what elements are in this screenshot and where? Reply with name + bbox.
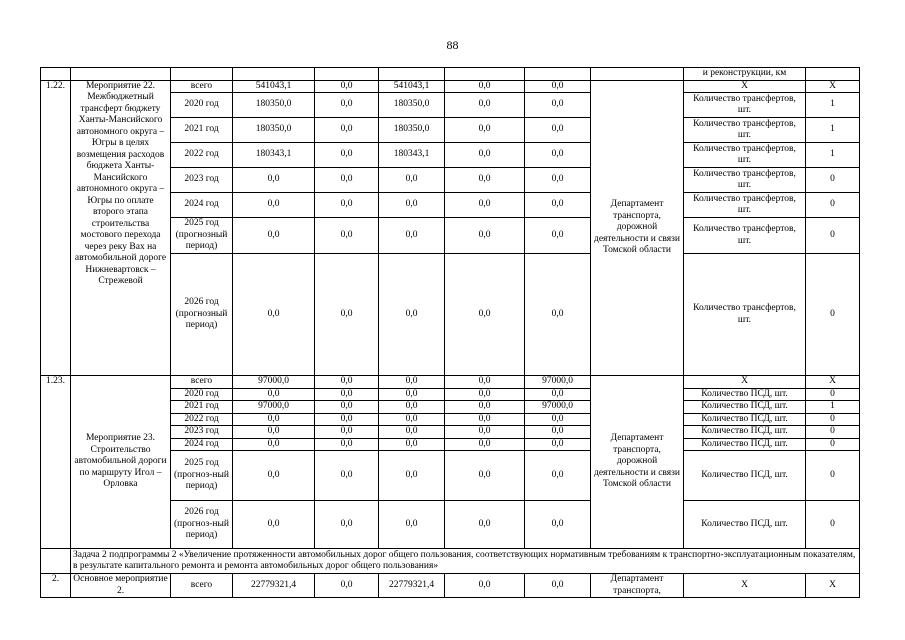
amount-cell: 0,0: [233, 426, 315, 439]
indicator-cell: Количество ПСД, шт.: [684, 388, 806, 401]
amount-cell: 0,0: [233, 168, 315, 193]
value-cell: 0: [806, 438, 860, 451]
amount-cell: 180343,1: [379, 143, 445, 168]
amount-cell: 0,0: [525, 93, 591, 118]
amount-cell: 0,0: [315, 401, 379, 414]
amount-cell: 0,0: [445, 376, 525, 389]
amount-cell: 0,0: [379, 218, 445, 254]
empty-cell: [806, 68, 860, 81]
indicator-cell: Количество трансфертов, шт.: [684, 168, 806, 193]
value-cell: 0: [806, 193, 860, 218]
year-cell: 2026 год (прогноз-ный период): [171, 501, 233, 549]
value-cell: Х: [806, 574, 860, 598]
amount-cell: 0,0: [445, 401, 525, 414]
year-cell: всего: [171, 80, 233, 93]
empty-cell: [41, 68, 71, 81]
amount-cell: 0,0: [379, 193, 445, 218]
amount-cell: 0,0: [525, 451, 591, 501]
amount-cell: 0,0: [445, 218, 525, 254]
indicator-cell: Количество ПСД, шт.: [684, 451, 806, 501]
amount-cell: 0,0: [315, 143, 379, 168]
amount-cell: 0,0: [233, 501, 315, 549]
indicator-cell: Количество трансфертов, шт.: [684, 218, 806, 254]
indicator-cell: Количество трансфертов, шт.: [684, 193, 806, 218]
value-cell: 1: [806, 401, 860, 414]
table-row: [41, 574, 860, 598]
value-cell: 0: [806, 426, 860, 439]
amount-cell: 0,0: [525, 388, 591, 401]
amount-cell: 0,0: [379, 168, 445, 193]
amount-cell: 0,0: [379, 451, 445, 501]
amount-cell: 0,0: [525, 80, 591, 93]
amount-cell: 180343,1: [233, 143, 315, 168]
amount-cell: 0,0: [315, 218, 379, 254]
value-cell: 0: [806, 218, 860, 254]
value-cell: Х: [806, 376, 860, 389]
empty-cell: [445, 68, 525, 81]
empty-cell: [315, 68, 379, 81]
year-cell: 2022 год: [171, 413, 233, 426]
amount-cell: 97000,0: [233, 376, 315, 389]
amount-cell: 0,0: [525, 168, 591, 193]
amount-cell: 0,0: [233, 218, 315, 254]
year-cell: всего: [171, 574, 233, 598]
year-cell: 2023 год: [171, 168, 233, 193]
amount-cell: 0,0: [525, 413, 591, 426]
amount-cell: 0,0: [315, 388, 379, 401]
amount-cell: 0,0: [445, 118, 525, 143]
year-cell: 2021 год: [171, 118, 233, 143]
amount-cell: 0,0: [315, 451, 379, 501]
empty-cell: [525, 68, 591, 81]
amount-cell: 22779321,4: [233, 574, 315, 598]
task-heading: Задача 2 подпрограммы 2 «Увеличение протяженности автомобильных дорог общего пользования, соответствующих нормативным требованиям к транспортно-эксплуатационным показателям, в результате капитального ремонта и ремонта автомобильных дорог общего пользования»: [71, 549, 860, 574]
amount-cell: 0,0: [315, 501, 379, 549]
measure-name: Основное мероприятие 2.: [71, 574, 171, 598]
amount-cell: 0,0: [315, 376, 379, 389]
indicator-cell: Х: [684, 80, 806, 93]
value-cell: 0: [806, 388, 860, 401]
value-cell: 1: [806, 118, 860, 143]
amount-cell: 180350,0: [233, 93, 315, 118]
amount-cell: 180350,0: [233, 118, 315, 143]
amount-cell: 0,0: [445, 193, 525, 218]
value-cell: 1: [806, 143, 860, 168]
measure-name: Мероприятие 23. Строительство автомобильной дороги по маршруту Игол – Орловка: [71, 376, 171, 549]
indicator-cell: Количество трансфертов, шт.: [684, 143, 806, 168]
amount-cell: 541043,1: [233, 80, 315, 93]
year-cell: 2026 год (прогнозный период): [171, 254, 233, 376]
amount-cell: 0,0: [379, 413, 445, 426]
amount-cell: 97000,0: [233, 401, 315, 414]
amount-cell: 0,0: [315, 574, 379, 598]
amount-cell: 0,0: [445, 168, 525, 193]
amount-cell: 0,0: [445, 254, 525, 376]
amount-cell: 0,0: [445, 80, 525, 93]
item-number: 2.: [41, 574, 71, 598]
year-cell: 2023 год: [171, 426, 233, 439]
indicator-cell: Количество ПСД, шт.: [684, 438, 806, 451]
amount-cell: 0,0: [445, 574, 525, 598]
amount-cell: 0,0: [379, 438, 445, 451]
indicator-cell: Количество ПСД, шт.: [684, 401, 806, 414]
indicator-cell: Х: [684, 376, 806, 389]
amount-cell: 0,0: [233, 438, 315, 451]
amount-cell: 0,0: [445, 501, 525, 549]
page-number: 88: [446, 38, 459, 52]
amount-cell: 0,0: [315, 438, 379, 451]
amount-cell: 0,0: [233, 254, 315, 376]
amount-cell: 0,0: [525, 143, 591, 168]
year-cell: 2020 год: [171, 93, 233, 118]
amount-cell: 180350,0: [379, 118, 445, 143]
amount-cell: 0,0: [525, 574, 591, 598]
amount-cell: 0,0: [233, 193, 315, 218]
value-cell: 0: [806, 413, 860, 426]
amount-cell: 22779321,4: [379, 574, 445, 598]
amount-cell: 0,0: [525, 218, 591, 254]
year-cell: всего: [171, 376, 233, 389]
amount-cell: 0,0: [445, 426, 525, 439]
amount-cell: 0,0: [379, 426, 445, 439]
amount-cell: 0,0: [379, 376, 445, 389]
indicator-cell: Количество ПСД, шт.: [684, 426, 806, 439]
empty-cell: [171, 68, 233, 81]
indicator-cell: Х: [684, 574, 806, 598]
year-cell: 2021 год: [171, 401, 233, 414]
amount-cell: 0,0: [315, 80, 379, 93]
executor-cell: Департамент транспорта, дорожной деятельности и связи Томской области: [591, 80, 684, 376]
amount-cell: 0,0: [525, 438, 591, 451]
empty-cell: [233, 68, 315, 81]
amount-cell: 0,0: [233, 413, 315, 426]
amount-cell: 0,0: [315, 93, 379, 118]
amount-cell: 0,0: [379, 501, 445, 549]
amount-cell: 0,0: [315, 118, 379, 143]
amount-cell: 0,0: [233, 388, 315, 401]
executor-cell: Департамент транспорта, дорожной деятельности и связи Томской области: [591, 376, 684, 549]
year-cell: 2024 год: [171, 438, 233, 451]
amount-cell: 0,0: [525, 118, 591, 143]
budget-table: [40, 67, 860, 598]
value-cell: 0: [806, 254, 860, 376]
amount-cell: 0,0: [445, 143, 525, 168]
table-row: [41, 376, 860, 389]
year-cell: 2022 год: [171, 143, 233, 168]
empty-cell: [41, 549, 71, 574]
measure-name: Мероприятие 22. Межбюджетный трансферт бюджету Ханты-Мансийского автономного округа – Югры в целях возмещения расходов бюджета Ханты-Мансийского автономного округа – Югры по оплате второго этапа строительства мостового перехода через реку Вах на автомобильной дороге Нижневартовск – Стрежевой: [71, 80, 171, 376]
amount-cell: 0,0: [315, 168, 379, 193]
empty-cell: [591, 68, 684, 81]
indicator-cell: Количество ПСД, шт.: [684, 413, 806, 426]
year-cell: 2020 год: [171, 388, 233, 401]
empty-cell: [379, 68, 445, 81]
indicator-cell: Количество ПСД, шт.: [684, 501, 806, 549]
amount-cell: 0,0: [315, 193, 379, 218]
amount-cell: 0,0: [445, 413, 525, 426]
value-cell: 0: [806, 168, 860, 193]
amount-cell: 0,0: [525, 193, 591, 218]
indicator-cell: Количество трансфертов, шт.: [684, 118, 806, 143]
amount-cell: 0,0: [233, 451, 315, 501]
amount-cell: 97000,0: [525, 401, 591, 414]
amount-cell: 0,0: [525, 254, 591, 376]
value-cell: 1: [806, 93, 860, 118]
amount-cell: 0,0: [379, 254, 445, 376]
year-cell: 2025 год (прогноз-ный период): [171, 451, 233, 501]
amount-cell: 0,0: [379, 401, 445, 414]
indicator-cell: и реконструкции, км: [684, 68, 806, 81]
amount-cell: 0,0: [525, 501, 591, 549]
table-row: [41, 549, 860, 574]
amount-cell: 0,0: [445, 451, 525, 501]
item-number: 1.22.: [41, 80, 71, 376]
amount-cell: 0,0: [445, 388, 525, 401]
value-cell: 0: [806, 501, 860, 549]
amount-cell: 0,0: [445, 438, 525, 451]
amount-cell: 541043,1: [379, 80, 445, 93]
year-cell: 2025 год (прогнозный период): [171, 218, 233, 254]
value-cell: Х: [806, 80, 860, 93]
amount-cell: 0,0: [315, 413, 379, 426]
item-number: 1.23.: [41, 376, 71, 549]
amount-cell: 180350,0: [379, 93, 445, 118]
amount-cell: 0,0: [525, 426, 591, 439]
table-row: [41, 80, 860, 93]
executor-cell: Департамент транспорта,: [591, 574, 684, 598]
year-cell: 2024 год: [171, 193, 233, 218]
amount-cell: 0,0: [315, 254, 379, 376]
amount-cell: 97000,0: [525, 376, 591, 389]
indicator-cell: Количество трансфертов, шт.: [684, 93, 806, 118]
table-body: [41, 68, 860, 598]
table-row: [41, 68, 860, 81]
empty-cell: [71, 68, 171, 81]
amount-cell: 0,0: [445, 93, 525, 118]
amount-cell: 0,0: [379, 388, 445, 401]
indicator-cell: Количество трансфертов, шт.: [684, 254, 806, 376]
amount-cell: 0,0: [315, 426, 379, 439]
value-cell: 0: [806, 451, 860, 501]
